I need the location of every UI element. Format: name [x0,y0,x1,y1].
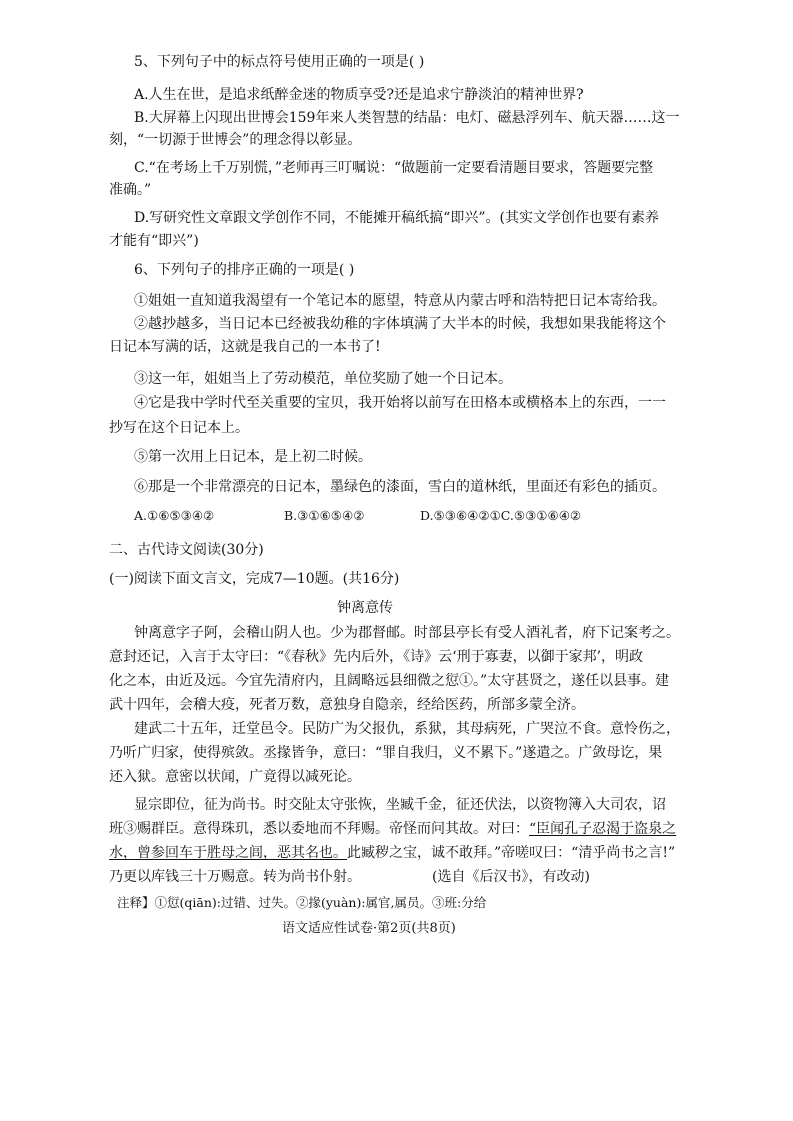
passage-title: 钟离意传 [337,600,393,616]
q5-option-a: A.人生在世，是追求纸醉金迷的物质享受?还是追求宁静淡泊的精神世界? [134,87,584,103]
passage-p2-line2: 乃听广归家，使得殡敛。丞掾皆争，意曰：“罪自我归，义不累下。”遂遣之。广敛母讫，果 [109,745,663,761]
passage-p2-line3: 还入狱。意密以状闻，广竟得以减死论。 [109,769,361,785]
page-footer: 语文适应性试卷·第2页(共8页) [282,921,456,936]
footnotes: 注释】①愆(qiān):过错、过失。②掾(yuàn):属官,属员。③班:分给 [117,895,487,910]
underlined-sentence-part1: “臣闻孔子忍渴于盗泉之 [529,821,677,837]
q5-option-b: B.大屏幕上闪现出世博会159年来人类智慧的结晶：电灯、磁悬浮列车、航天器……这一 [134,110,680,126]
section-heading: 二、古代诗文阅读(30分) [109,542,264,558]
q6-sentence-4-cont: 抄写在这个日记本上。 [109,420,249,436]
passage-p3-line1: 显宗即位，征为尚书。时交阯太守张恢，坐臧千金，征还伏法，以资物簿入大司农，诏 [134,797,666,813]
q6-option-a: A.①⑥⑤③④② [134,508,215,523]
passage-p3-line2 [109,819,676,839]
q6-sentence-3: ③这一年，姐姐当上了劳动模范，单位奖励了她一个日记本。 [134,371,512,387]
q5-stem: 5、下列句子中的标点符号使用正确的一项是( ) [134,54,425,70]
q6-sentence-2-cont: 日记本写满的话，这就是我自己的一本书了! [109,339,381,355]
subsection-heading: (一)阅读下面文言文，完成7—10题。(共16分) [109,571,400,587]
q6-sentence-5: ⑤第一次用上日记本，是上初二时候。 [134,449,372,465]
q6-stem: 6、下列句子的排序正确的一项是( ) [134,262,355,278]
q5-option-b-cont: 刻，“一切源于世博会”的理念得以彰显。 [109,132,362,148]
passage-p2-line1: 建武二十五年，迁堂邑令。民防广为父报仇，系狱，其母病死，广哭泣不食。意怜伤之， [134,721,680,737]
passage-source: (选自《后汉书》，有改动) [432,869,590,885]
passage-p1-line3: 化之本，由近及远。今宜先清府内，且阔略远县细微之愆①。”太守甚贤之，遂任以县事。建 [109,673,670,689]
passage-p3-line2-text: 班③赐群臣。意得珠玑，悉以委地而不拜赐。帝怪而问其故。对曰： [109,821,529,837]
passage-p1-line4: 武十四年，会稽大疫，死者万数，意独身自隐亲，经给医药，所部多蒙全济。 [109,697,585,713]
q5-option-d-cont: 才能有“即兴”) [109,233,199,249]
q5-option-c-cont: 准确。” [109,182,152,198]
q5-option-c: C.“在考场上千万别慌，”老师再三叮嘱说：“做题前一定要看清题目要求，答题要完整 [134,160,654,176]
q6-sentence-1: ①姐姐一直知道我渴望有一个笔记本的愿望，特意从内蒙古呼和浩特把日记本寄给我。 [134,293,666,309]
passage-p3-line3 [109,843,675,863]
q6-sentence-2: ②越抄越多，当日记本已经被我幼稚的字体填满了大半本的时候，我想如果我能将这个 [134,316,666,332]
passage-p3-line3-rest: 此臧秽之宝，诚不敢拜。”帝嗟叹曰：“清乎尚书之言!” [347,845,676,861]
q6-option-b: B.③①⑥⑤④② [284,508,365,523]
q6-sentence-4: ④它是我中学时代至关重要的宝贝，我开始将以前写在田格本或横格本上的东西，一一 [134,395,666,411]
underlined-sentence-part2: 水，曾参回车于胜母之闾，恶其名也。 [109,845,347,861]
passage-p1-line2: 意封还记，入言于太守曰：“《春秋》先内后外，《诗》云‘刑于寡妻，以御于家邦’，明政 [109,649,644,665]
passage-p1-line1: 钟离意字子阿，会稽山阴人也。少为郡督邮。时部县亭长有受人酒礼者，府下记案考之。 [134,625,680,641]
q5-option-d: D.写研究性文章跟文学创作不同，不能摊开稿纸搞“即兴”。(其实文学创作也要有素养 [134,210,659,226]
q6-option-cd: D.⑤③⑥④②①C.⑤③①⑥④② [420,508,582,523]
q6-sentence-6: ⑥那是一个非常漂亮的日记本，墨绿色的漆面，雪白的道林纸，里面还有彩色的插页。 [134,479,666,495]
passage-p3-line4: 乃更以库钱三十万赐意。转为尚书仆射。 [109,869,361,885]
